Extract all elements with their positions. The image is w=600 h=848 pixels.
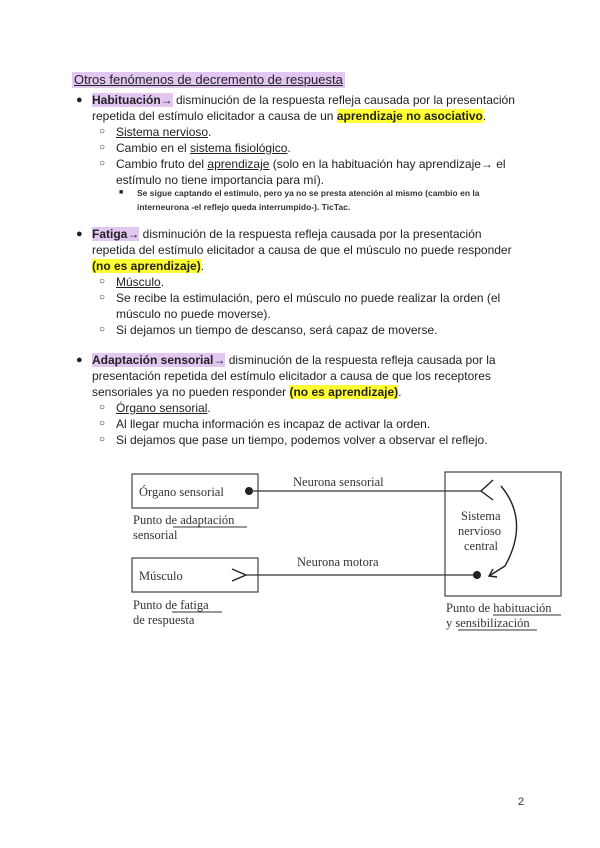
habituacion-term: Habituación→ — [92, 93, 173, 107]
adaptacion-highlight: (no es aprendizaje) — [289, 385, 399, 399]
punto-fatiga-label-1: Punto de fatiga — [133, 598, 209, 612]
habituacion-sub-3: Cambio fruto del aprendizaje (solo en la habituación hay aprendizaje→ el estímulo no tiene importancia para mí). — [116, 157, 506, 187]
circle-bullet-icon: ○ — [99, 276, 106, 287]
neurona-sensorial-label: Neurona sensorial — [293, 475, 384, 489]
snc-label-2: nervioso — [458, 524, 502, 538]
interneuron-dot — [473, 571, 481, 579]
adaptacion-term: Adaptación sensorial→ — [92, 353, 226, 367]
habituacion-highlight: aprendizaje no asociativo — [336, 109, 483, 123]
bullet-icon: ● — [76, 228, 83, 240]
punto-adaptacion-label-1: Punto de adaptación — [133, 513, 235, 527]
musculo-label: Músculo — [139, 569, 183, 583]
circle-bullet-icon: ○ — [99, 434, 106, 445]
punto-habituacion-label-2: y sensibilización — [446, 616, 530, 630]
fatiga-sub-3: Si dejamos un tiempo de descanso, será capaz de moverse. — [116, 323, 438, 337]
bullet-icon: ● — [76, 354, 83, 366]
habituacion-sub-1: Sistema nervioso. — [116, 125, 212, 139]
section-title: Otros fenómenos de decremento de respuesta — [74, 72, 343, 87]
snc-label-3: central — [464, 539, 499, 553]
adaptacion-sub-1: Órgano sensorial. — [116, 401, 211, 415]
square-bullet-icon: ■ — [119, 189, 124, 196]
habituacion-definition: Habituación→ disminución de la respuesta refleja causada por la presentación repetida del estímulo elicitador a causa de un aprendizaje no asociativo. — [92, 93, 515, 123]
habituacion-line2: repetida del estímulo elicitador a causa de un — [92, 109, 337, 123]
habituacion-subsub: Se sigue captando el estímulo, pero ya no se presta atención al mismo (cambio en la interneurona -el reflejo queda interrumpido-). TicTac. — [137, 188, 480, 212]
fatiga-sub-2: Se recibe la estimulación, pero el músculo no puede realizar la orden (el músculo no puede moverse). — [116, 291, 501, 321]
punto-fatiga-label-2: de respuesta — [133, 613, 195, 627]
adaptacion-definition: Adaptación sensorial→ disminución de la respuesta refleja causada por la presentación repetida del estímulo elicitador a causa de que los receptores sensoriales ya no pueden responder (no es aprendizaje). — [92, 353, 496, 399]
circle-bullet-icon: ○ — [99, 402, 106, 413]
circle-bullet-icon: ○ — [99, 158, 106, 169]
motor-synapse-icon — [232, 569, 246, 581]
snc-label-1: Sistema — [461, 509, 501, 523]
sensory-synapse-icon — [481, 480, 493, 500]
circle-bullet-icon: ○ — [99, 324, 106, 335]
circle-bullet-icon: ○ — [99, 292, 106, 303]
fatiga-sub-1: Músculo. — [116, 275, 165, 289]
habituacion-line1: disminución de la respuesta refleja causada por la presentación — [172, 93, 515, 107]
bullet-icon: ● — [76, 94, 83, 106]
fatiga-term: Fatiga→ — [92, 227, 140, 241]
circle-bullet-icon: ○ — [99, 142, 106, 153]
neurona-motora-label: Neurona motora — [297, 555, 379, 569]
adaptacion-sub-3: Si dejamos que pase un tiempo, podemos volver a observar el reflejo. — [116, 433, 488, 447]
page-number: 2 — [518, 796, 525, 808]
organo-sensorial-label: Órgano sensorial — [139, 485, 224, 499]
circle-bullet-icon: ○ — [99, 418, 106, 429]
reflex-pathway-diagram — [125, 466, 575, 646]
adaptacion-sub-2: Al llegar mucha información es incapaz de activar la orden. — [116, 417, 431, 431]
habituacion-sub-2: Cambio en el sistema fisiológico. — [116, 141, 291, 155]
fatiga-definition: Fatiga→ disminución de la respuesta refleja causada por la presentación repetida del estímulo elicitador a causa de que el músculo no puede responder (no es aprendizaje). — [92, 227, 512, 273]
punto-adaptacion-label-2: sensorial — [133, 528, 178, 542]
circle-bullet-icon: ○ — [99, 126, 106, 137]
punto-habituacion-label-1: Punto de habituación — [446, 601, 552, 615]
fatiga-highlight: (no es aprendizaje) — [92, 259, 201, 273]
